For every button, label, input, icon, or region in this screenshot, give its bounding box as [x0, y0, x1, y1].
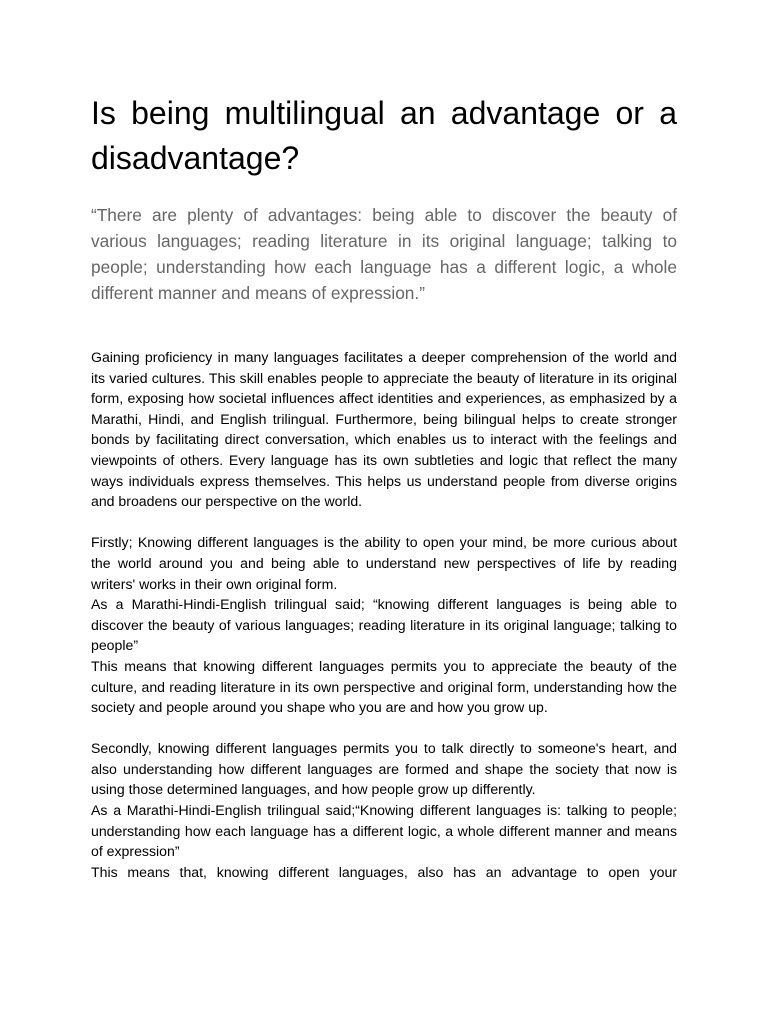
subtitle-quote: “There are plenty of advantages: being able to discover the beauty of various languages; reading literature in its original language; talking to people; understanding how each language has a different logic, a whole different manner and means of expression.” — [91, 205, 677, 303]
paragraph-explanation-2: This means that, knowing different languages, also has an advantage to open your — [91, 863, 677, 880]
paragraph-intro: Gaining proficiency in many languages facilitates a deeper comprehension of the world and its varied cultures. This skill enables people to appreciate the beauty of literature in its original form, exposing how societal influences affect identities and experiences, as emphasized by a Marathi, Hindi, and English trilingual. Furthermore, being bilingual helps to create stronger bonds by facilitating direct conversation, which enables us to interact with the feelings and viewpoints of others. Every language has its own subtleties and logic that reflect the many ways individuals express themselves. This helps us understand people from diverse origins and broadens our perspective on the world. — [91, 349, 677, 510]
paragraph-spacer — [91, 718, 677, 739]
page-title: Is being multilingual an advantage or a disadvantage? — [91, 95, 677, 176]
paragraph-firstly: Firstly; Knowing different languages is the ability to open your mind, be more curious about the world around you and being able to understand new perspectives of life by reading writers' works in their own original form. — [91, 534, 677, 592]
paragraph-explanation-1: This means that knowing different languages permits you to appreciate the beauty of the culture, and reading literature in its own perspective and original form, understanding how the society and people around you shape who you are and how you grow up. — [91, 657, 677, 716]
paragraph-quote-2: As a Marathi-Hindi-English trilingual said;“Knowing different languages is: talking to people; understanding how each language has a different logic, a whole different manner and means of expression” — [91, 802, 677, 860]
paragraph-quote-1: As a Marathi-Hindi-English trilingual said; “knowing different languages is being able to discover the beauty of various languages; reading literature in its original language; talking to people” — [91, 596, 677, 654]
paragraph-spacer — [91, 512, 677, 533]
paragraph-secondly: Secondly, knowing different languages permits you to talk directly to someone's heart, and also understanding how different languages are formed and shape the society that now is using those determined languages, and how people grow up differently. — [91, 740, 677, 798]
document-body — [91, 347, 677, 882]
